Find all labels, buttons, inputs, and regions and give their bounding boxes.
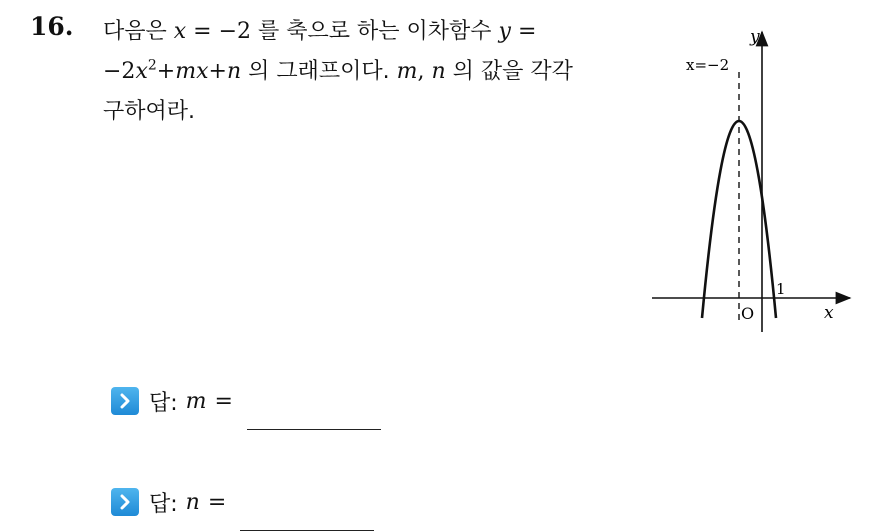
math-expression: +	[156, 59, 176, 84]
chevron-right-icon	[111, 387, 139, 415]
math-variable: x	[173, 19, 187, 44]
math-expression: +	[208, 59, 227, 84]
math-expression: ,	[417, 59, 432, 84]
question-line-3: 구하여라.	[103, 99, 196, 124]
math-expression: −2	[103, 59, 136, 84]
math-variable: m	[396, 59, 418, 84]
text-fragment: 의 그래프이다.	[241, 59, 397, 84]
answer-row-m	[111, 385, 381, 417]
math-exponent: 2	[147, 57, 157, 74]
parabola-graph	[648, 22, 858, 337]
chevron-right-icon	[111, 488, 139, 516]
answer-variable: m	[185, 388, 207, 414]
question-text	[103, 12, 623, 132]
x-axis-label: x	[824, 303, 834, 323]
origin-label: O	[741, 304, 755, 323]
text-fragment: 다음은	[103, 19, 174, 44]
math-expression: =	[510, 19, 537, 44]
root-label: 1	[776, 280, 786, 298]
answer-m-blank[interactable]	[247, 397, 381, 430]
answer-variable: n	[185, 489, 200, 515]
question-number: 16.	[30, 12, 74, 41]
answer-row-n	[111, 486, 374, 518]
math-variable: mx	[175, 59, 209, 84]
math-expression: = −2 를 축으로 하는 이차함수	[186, 19, 499, 44]
text-fragment: 의 값을 각각	[445, 59, 573, 84]
answer-n-blank[interactable]	[240, 498, 374, 531]
axis-of-symmetry-label: x=−2	[686, 56, 730, 74]
math-variable: y	[498, 19, 511, 44]
y-axis-label: y	[750, 27, 760, 47]
math-variable: n	[226, 59, 242, 84]
question-line-2	[103, 52, 623, 92]
answer-label: 답:	[149, 390, 178, 416]
answer-label: 답:	[149, 491, 178, 517]
equals-sign: =	[214, 388, 233, 414]
math-variable: x	[135, 59, 148, 84]
equals-sign: =	[207, 489, 227, 515]
question-line-1	[103, 12, 623, 52]
math-variable: n	[431, 59, 446, 84]
